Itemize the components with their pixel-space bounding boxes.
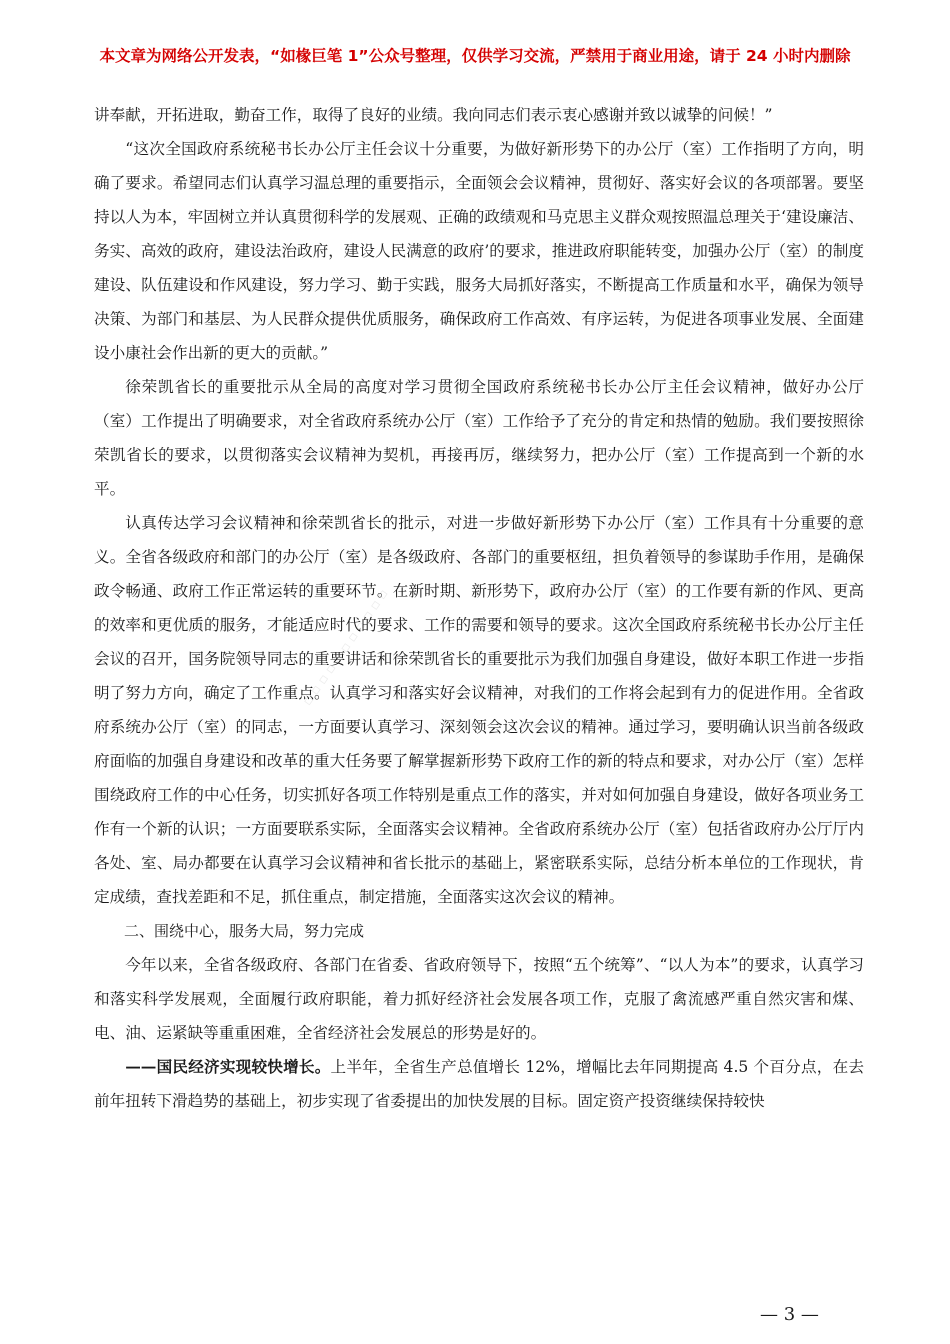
paragraph-overview: 今年以来，全省各级政府、各部门在省委、省政府领导下，按照“五个统筹”、“以人为本”的要求，认真学习和落实科学发展观，全面履行政府职能，着力抓好经济社会发展各项工作，克服了禽流感严重自然灾害和煤、电、油、运紧缺等重重困难，全省经济社会发展总的形势是好的。 bbox=[94, 956, 864, 1042]
page-number: — 3 — bbox=[760, 1304, 819, 1325]
section-heading: 二、围绕中心，服务大局，努力完成 bbox=[124, 922, 365, 940]
watermark: ▫ ▫ ▫ ▫ ▫ ▫ ▫ ▫ ▫ ▫ ▫ bbox=[300, 586, 392, 709]
paragraph-governor-instruction: 徐荣凯省长的重要批示从全局的高度对学习贯彻全国政府系统秘书长办公厅主任会议精神，做好办公厅（室）工作提出了明确要求，对全省政府系统办公厅（室）工作给予了充分的肯定和热情的勉励。我们要按照徐荣凯省长的要求，以贯彻落实会议精神为契机，再接再厉，继续努力，把办公厅（室）工作提高到一个新的水平。 bbox=[94, 378, 864, 498]
paragraph-significance: 认真传达学习会议精神和徐荣凯省长的批示，对进一步做好新形势下办公厅（室）工作具有十分重要的意义。全省各级政府和部门的办公厅（室）是各级政府、各部门的重要枢纽，担负着领导的参谋助手作用，是确保政令畅通、政府工作正常运转的重要环节。在新时期、新形势下，政府办公厅（室）的工作要有新的作风、更高的效率和更优质的服务，才能适应时代的要求、工作的需要和领导的要求。这次全国政府系统秘书长办公厅主任会议的召开，国务院领导同志的重要讲话和徐荣凯省长的重要批示为我们加强自身建设，做好本职工作进一步指明了努力方向，确定了工作重点。认真学习和落实好会议精神，对我们的工作将会起到有力的促进作用。全省政府系统办公厅（室）的同志，一方面要认真学习、深刻领会这次会议的精神。通过学习，要明确认识当前各级政府面临的加强自身建设和改革的重大任务要了解掌握新形势下政府工作的新的特点和要求，对办公厅（室）怎样围绕政府工作的中心任务，切实抓好各项工作特别是重点工作的落实，并对如何加强自身建设，做好各项业务工作有一个新的认识；一方面要联系实际，全面落实会议精神。全省政府系统办公厅（室）包括省政府办公厅厅内各处、室、局办都要在认真学习会议精神和省长批示的基础上，紧密联系实际，总结分析本单位的工作现状，肯定成绩，查找差距和不足，抓住重点，制定措施，全面落实这次会议的精神。 bbox=[94, 514, 864, 906]
copyright-notice: 本文章为网络公开发表，“如椽巨笔 1”公众号整理，仅供学习交流，严禁用于商业用途，请于 24 小时内删除 bbox=[99, 47, 851, 65]
paragraph-lead: ——国民经济实现较快增长。 bbox=[125, 1057, 331, 1076]
paragraph-economy-text: 上半年，全省生产总值增长 12%，增幅比去年同期提高 4.5 个百分点，在去前年扭转下滑趋势的基础上，初步实现了省委提出的加快发展的目标。固定资产投资继续保持较快 bbox=[94, 1058, 864, 1110]
document-body bbox=[94, 98, 864, 1118]
paragraph-quote: “这次全国政府系统秘书长办公厅主任会议十分重要，为做好新形势下的办公厅（室）工作指明了方向，明确了要求。希望同志们认真学习温总理的重要指示，全面领会会议精神，贯彻好、落实好会议的各项部署。要坚持以人为本，牢固树立并认真贯彻科学的发展观、正确的政绩观和马克思主义群众观按照温总理关于‘建设廉洁、务实、高效的政府，建设法治政府，建设人民满意的政府’的要求，推进政府职能转变，加强办公厅（室）的制度建设、队伍建设和作风建设，努力学习、勤于实践，服务大局抓好落实，不断提高工作质量和水平，确保为领导决策、为部门和基层、为人民群众提供优质服务，确保政府工作高效、有序运转，为促进各项事业发展、全面建设小康社会作出新的更大的贡献。” bbox=[94, 140, 864, 362]
paragraph-continuation: 讲奉献，开拓进取，勤奋工作，取得了良好的业绩。我向同志们表示衷心感谢并致以诚挚的问候！” bbox=[94, 106, 773, 124]
paragraph-economy bbox=[94, 1050, 864, 1118]
